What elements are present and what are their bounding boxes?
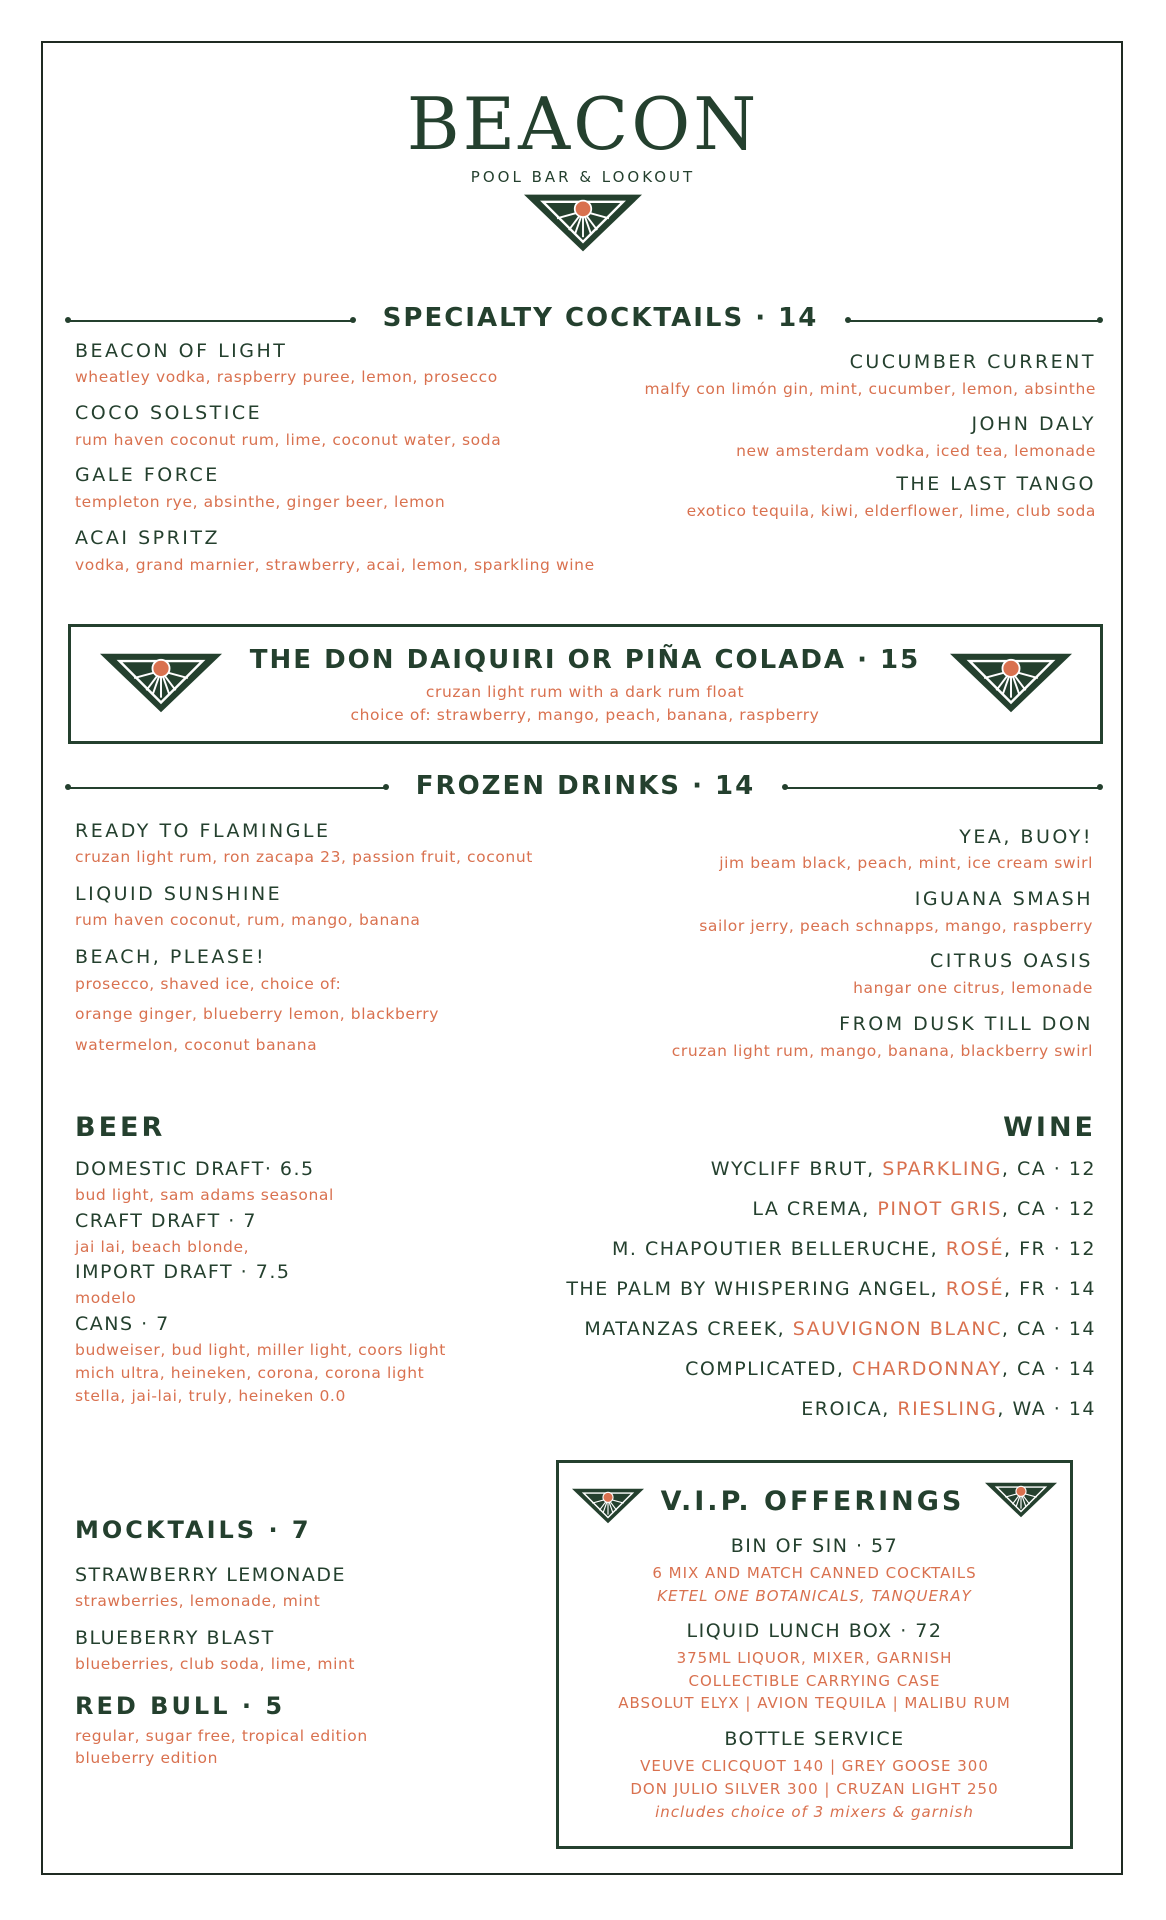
beer-desc: bud light, sam adams seasonal [75,1186,334,1204]
redbull-name: RED BULL · 5 [75,1692,286,1720]
item-desc: sailor jerry, peach schnapps, mango, raspberry [699,917,1093,935]
item-desc: blueberry edition [75,1749,219,1767]
beer-name: CRAFT DRAFT · 7 [75,1210,257,1232]
item-desc: hangar one citrus, lemonade [853,979,1093,997]
item-name: FROM DUSK TILL DON [839,1013,1093,1035]
divider-rule [68,787,386,789]
wine-varietal: ROSÉ [945,1238,1004,1260]
wine-varietal: RIESLING [897,1398,998,1420]
beacon-icon [100,652,222,714]
item-desc: rum haven coconut, rum, mango, banana [75,911,421,929]
wine-producer: M. CHAPOUTIER BELLERUCHE, [611,1238,946,1260]
wine-item [685,1358,1096,1380]
wine-producer: EROICA, [801,1398,898,1420]
item-name: THE LAST TANGO [896,473,1096,495]
item-desc: jim beam black, peach, mint, ice cream swirl [719,854,1093,872]
wine-producer: WYCLIFF BRUT, [710,1158,883,1180]
beer-desc: mich ultra, heineken, corona, corona light [75,1364,425,1382]
wine-item [566,1278,1096,1300]
wine-price: , FR · 12 [1003,1238,1096,1260]
wine-price: , WA · 14 [997,1398,1096,1420]
item-desc: vodka, grand marnier, strawberry, acai, lemon, sparkling wine [75,556,595,574]
vip-item-desc: ABSOLUT ELYX | AVION TEQUILA | MALIBU RUM [618,1694,1011,1712]
vip-item-desc: DON JULIO SILVER 300 | CRUZAN LIGHT 250 [630,1780,999,1798]
wine-item [801,1398,1096,1420]
beer-desc: jai lai, beach blonde, [75,1238,250,1256]
item-name: BEACH, PLEASE! [75,946,267,968]
vip-heading: V.I.P. OFFERINGS [660,1486,965,1517]
wine-price: , CA · 14 [1001,1358,1096,1380]
beer-desc: budweiser, bud light, miller light, coors light [75,1341,446,1359]
section-heading-mocktails: MOCKTAILS · 7 [75,1516,312,1544]
wine-price: , CA · 14 [1001,1318,1096,1340]
wine-item [612,1238,1096,1260]
vip-item-desc: COLLECTIBLE CARRYING CASE [688,1672,941,1690]
feature-desc: cruzan light rum with a dark rum float [425,683,745,701]
beacon-icon [950,652,1072,714]
divider-rule [785,787,1100,789]
beer-name: IMPORT DRAFT · 7.5 [75,1261,291,1283]
divider-rule [68,320,353,322]
vip-item-name: LIQUID LUNCH BOX · 72 [686,1620,943,1642]
vip-item-desc: VEUVE CLICQUOT 140 | GREY GOOSE 300 [640,1757,989,1775]
item-desc: new amsterdam vodka, iced tea, lemonade [736,442,1096,460]
wine-varietal: PINOT GRIS [877,1198,1002,1220]
item-desc: strawberries, lemonade, mint [75,1592,321,1610]
beacon-logo-icon [524,194,642,252]
wine-price: , CA · 12 [1001,1198,1096,1220]
item-desc: rum haven coconut rum, lime, coconut water, soda [75,431,502,449]
item-name: BEACON OF LIGHT [75,340,288,362]
wine-producer: THE PALM BY WHISPERING ANGEL, [566,1278,946,1300]
wine-item [752,1198,1096,1220]
item-name: LIQUID SUNSHINE [75,883,283,905]
beacon-icon [985,1482,1057,1518]
wine-producer: LA CREMA, [752,1198,878,1220]
wine-varietal: CHARDONNAY [851,1358,1002,1380]
item-desc: prosecco, shaved ice, choice of: [75,975,342,993]
vip-item-desc: KETEL ONE BOTANICALS, TANQUERAY [657,1587,972,1605]
item-name: JOHN DALY [971,413,1096,435]
item-name: IGUANA SMASH [914,888,1093,910]
item-desc: regular, sugar free, tropical edition [75,1727,368,1745]
item-desc: cruzan light rum, mango, banana, blackberry swirl [671,1042,1093,1060]
vip-item-desc: 375ML LIQUOR, MIXER, GARNISH [676,1649,953,1667]
item-name: BLUEBERRY BLAST [75,1627,275,1649]
item-desc: malfy con limón gin, mint, cucumber, lemon, absinthe [644,380,1096,398]
beer-desc: modelo [75,1289,137,1307]
item-name: YEA, BUOY! [959,826,1093,848]
wine-item [711,1158,1096,1180]
section-heading-beer: BEER [75,1112,166,1143]
wine-producer: COMPLICATED, [685,1358,852,1380]
item-name: ACAI SPRITZ [75,527,221,549]
wine-item [584,1318,1096,1340]
wine-varietal: SAUVIGNON BLANC [792,1318,1002,1340]
vip-item-name: BOTTLE SERVICE [724,1728,905,1750]
logo-subtitle: POOL BAR & LOOKOUT [470,168,696,186]
divider-rule [848,320,1100,322]
vip-item-name: BIN OF SIN · 57 [730,1535,899,1557]
item-name: READY TO FLAMINGLE [75,820,331,842]
item-name: COCO SOLSTICE [75,402,263,424]
logo [383,84,783,264]
wine-price: , FR · 14 [1003,1278,1096,1300]
wine-varietal: SPARKLING [882,1158,1002,1180]
item-name: STRAWBERRY LEMONADE [75,1564,347,1586]
section-heading-wine: WINE [1003,1112,1096,1143]
feature-desc: choice of: strawberry, mango, peach, banana, raspberry [350,706,820,724]
beacon-icon [572,1488,644,1524]
item-desc: exotico tequila, kiwi, elderflower, lime, club soda [686,502,1096,520]
wine-varietal: ROSÉ [945,1278,1004,1300]
section-heading-specialty: SPECIALTY COCKTAILS · 14 [382,303,819,333]
item-desc: orange ginger, blueberry lemon, blackberry [75,1005,439,1023]
item-desc: watermelon, coconut banana [75,1036,318,1054]
item-desc: cruzan light rum, ron zacapa 23, passion fruit, coconut [75,848,533,866]
section-heading-frozen: FROZEN DRINKS · 14 [415,771,756,801]
wine-producer: MATANZAS CREEK, [584,1318,793,1340]
item-desc: blueberries, club soda, lime, mint [75,1655,356,1673]
item-name: CUCUMBER CURRENT [849,351,1096,373]
vip-item-desc: includes choice of 3 mixers & garnish [655,1803,974,1821]
feature-title: THE DON DAIQUIRI OR PIÑA COLADA · 15 [249,645,921,675]
logo-title: BEACON [406,82,760,166]
item-desc: templeton rye, absinthe, ginger beer, lemon [75,493,446,511]
beer-name: DOMESTIC DRAFT· 6.5 [75,1158,315,1180]
beer-name: CANS · 7 [75,1313,170,1335]
item-name: CITRUS OASIS [929,950,1093,972]
wine-price: , CA · 12 [1001,1158,1096,1180]
beer-desc: stella, jai-lai, truly, heineken 0.0 [75,1387,346,1405]
item-desc: wheatley vodka, raspberry puree, lemon, prosecco [75,368,498,386]
item-name: GALE FORCE [75,464,220,486]
vip-item-desc: 6 MIX AND MATCH CANNED COCKTAILS [652,1564,977,1582]
